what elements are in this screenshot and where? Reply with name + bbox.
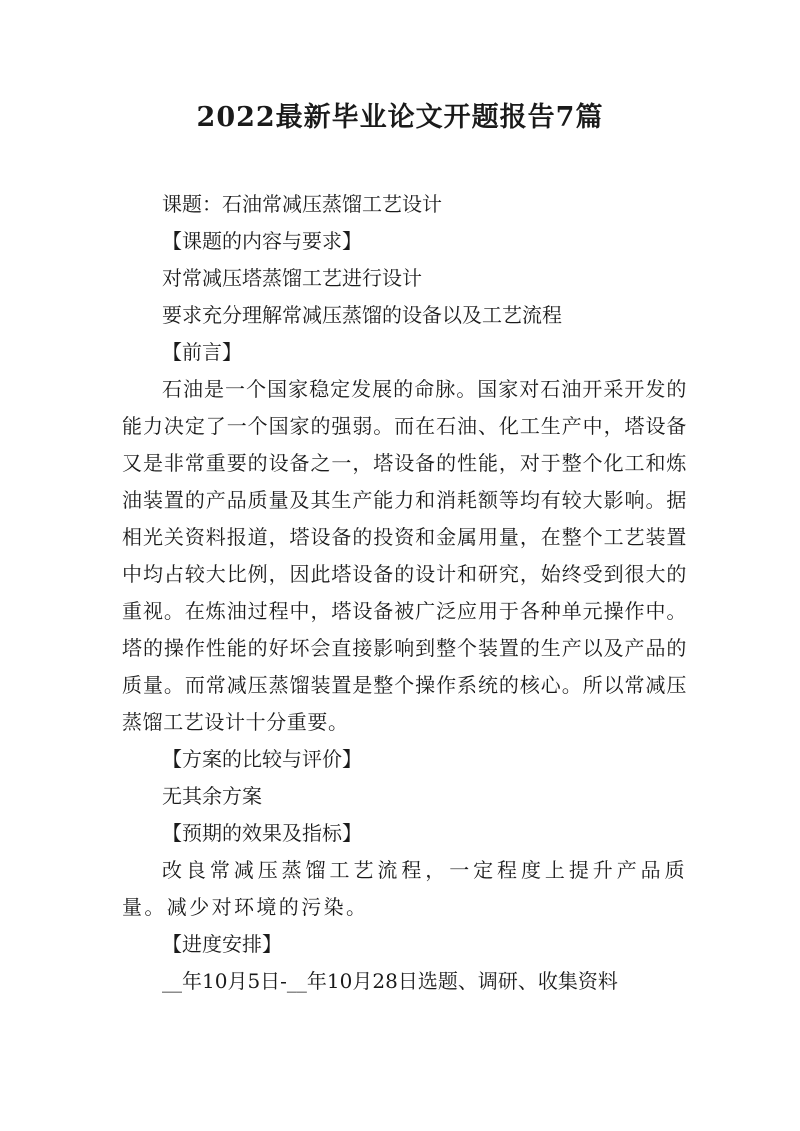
expected-paragraph: 改良常减压蒸馏工艺流程，一定程度上提升产品质量。减少对环境的污染。 xyxy=(122,858,687,919)
document-body xyxy=(122,186,687,1000)
section-heading-preface: 【前言】 xyxy=(162,340,242,364)
preface-paragraph: 石油是一个国家稳定发展的命脉。国家对石油开采开发的能力决定了一个国家的强弱。而在石油、化工生产中，塔设备又是非常重要的设备之一，塔设备的性能，对于整个化工和炼油装置的产品质量及其生产能力和消耗额等均有较大影响。据相光关资料报道，塔设备的投资和金属用量，在整个工艺装置中均占较大比例，因此塔设备的设计和研究，始终受到很大的重视。在炼油过程中，塔设备被广泛应用于各种单元操作中。塔的操作性能的好坏会直接影响到整个装置的生产以及产品的质量。而常减压蒸馏装置是整个操作系统的核心。所以常减压蒸馏工艺设计十分重要。 xyxy=(122,377,687,734)
schedule-line-1: __年10月5日-__年10月28日选题、调研、收集资料 xyxy=(162,969,618,993)
section-heading-content-requirements: 【课题的内容与要求】 xyxy=(162,229,362,253)
section-heading-expected-results: 【预期的效果及指标】 xyxy=(162,821,362,845)
comparison-text: 无其余方案 xyxy=(162,784,262,808)
content-line-2: 要求充分理解常减压蒸馏的设备以及工艺流程 xyxy=(162,303,562,327)
subject-line: 课题：石油常减压蒸馏工艺设计 xyxy=(162,192,442,216)
section-heading-comparison: 【方案的比较与评价】 xyxy=(162,747,362,771)
document-title: 2022最新毕业论文开题报告7篇 xyxy=(196,102,604,133)
section-heading-schedule: 【进度安排】 xyxy=(162,932,282,956)
content-line-1: 对常减压塔蒸馏工艺进行设计 xyxy=(162,266,422,290)
